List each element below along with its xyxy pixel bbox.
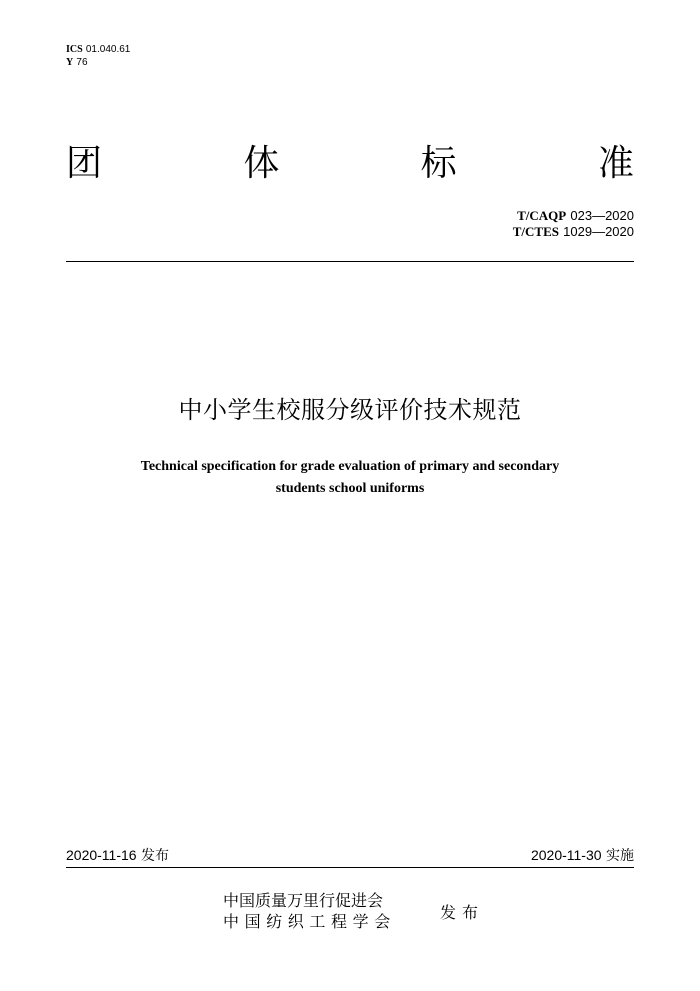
implementation-date-label: 实施: [606, 848, 634, 864]
publisher-name: 中国纺织工程学会: [223, 912, 396, 931]
standard-numbers: [513, 208, 634, 240]
standard-kind-char: 准: [597, 143, 634, 184]
standard-number-prefix: T/CTES: [512, 224, 560, 239]
standard-kind-char: 体: [243, 143, 280, 184]
y-value: 76: [76, 57, 88, 68]
standard-kind-char: 团: [66, 143, 103, 184]
top-divider: [66, 261, 634, 262]
publisher-name: 中国质量万里行促进会: [223, 891, 384, 910]
bottom-divider: [66, 867, 634, 868]
implementation-date-value: 2020-11-30: [530, 847, 602, 863]
ics-value: 01.040.61: [85, 44, 131, 55]
y-code: [66, 56, 130, 69]
published-label: 发布: [440, 903, 485, 922]
standard-number-prefix: T/CAQP: [517, 208, 567, 223]
standard-number-value: 1029—2020: [563, 224, 634, 239]
publishers: [223, 890, 396, 932]
title-english-line: Technical specification for grade evaluation of primary and secondary: [140, 459, 560, 474]
ics-label: ICS: [66, 44, 83, 55]
ics-code: [66, 43, 130, 56]
classification-codes: [66, 43, 130, 69]
title-chinese: 中小学生校服分级评价技术规范: [178, 396, 522, 424]
standard-number: [513, 208, 634, 224]
title-english-line: students school uniforms: [275, 481, 425, 496]
standard-kind-heading: [66, 143, 634, 185]
standard-number: [513, 224, 634, 240]
implementation-date: [531, 846, 634, 865]
issue-date: [66, 846, 169, 865]
y-label: Y: [66, 57, 74, 68]
issue-date-value: 2020-11-16: [66, 847, 137, 863]
standard-kind-char: 标: [420, 143, 457, 184]
title-english: [90, 456, 610, 500]
issue-date-label: 发布: [141, 848, 170, 864]
standard-number-value: 023—2020: [570, 208, 634, 223]
